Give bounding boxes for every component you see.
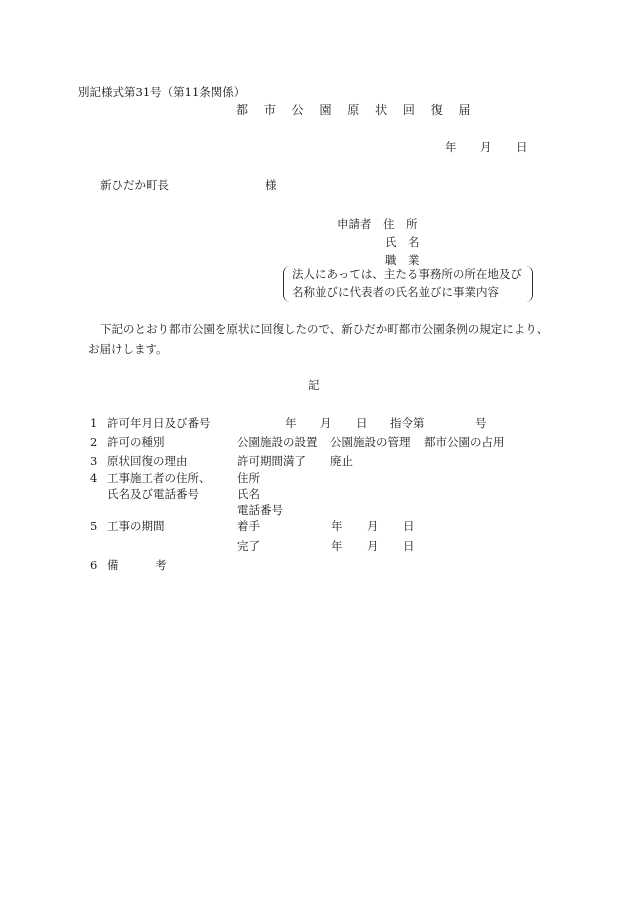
item-3-label: 原状回復の理由 bbox=[107, 454, 188, 468]
item-1-label: 許可年月日及び番号 bbox=[107, 416, 211, 430]
corporate-note-bracket bbox=[283, 266, 533, 302]
corporate-note-line-2: 名称並びに代表者の氏名並びに事業内容 bbox=[292, 285, 499, 299]
date-year-label: 年 bbox=[445, 140, 457, 154]
item-2-option-manage: 公園施設の管理 bbox=[330, 435, 411, 449]
item-5-start-month: 月 bbox=[367, 519, 379, 533]
item-4-number: 4 bbox=[90, 471, 98, 485]
item-5-end-month: 月 bbox=[367, 539, 379, 553]
item-3-option-expiry: 許可期間満了 bbox=[237, 454, 306, 468]
item-4-phone: 電話番号 bbox=[237, 503, 283, 517]
corporate-note-line-1: 法人にあっては、主たる事務所の所在地及び bbox=[292, 267, 522, 281]
item-3-option-abolish: 廃止 bbox=[330, 454, 353, 468]
date-day-label: 日 bbox=[516, 140, 528, 154]
applicant-address-label: 住 所 bbox=[383, 217, 418, 231]
item-1-order-prefix: 指令第 bbox=[390, 416, 425, 430]
item-2-option-install: 公園施設の設置 bbox=[237, 435, 318, 449]
item-1-month: 月 bbox=[320, 416, 332, 430]
item-4-label-line-2: 氏名及び電話番号 bbox=[107, 487, 199, 501]
item-1-number: 1 bbox=[90, 416, 98, 430]
item-5-label: 工事の期間 bbox=[107, 519, 165, 533]
item-5-number: 5 bbox=[90, 519, 98, 533]
ki-heading: 記 bbox=[308, 378, 320, 392]
addressee-honorific: 様 bbox=[265, 178, 277, 192]
item-2-label: 許可の種別 bbox=[107, 435, 165, 449]
item-5-start-label: 着手 bbox=[237, 519, 260, 533]
document-title: 都 市 公 園 原 状 回 復 届 bbox=[236, 103, 477, 117]
item-5-end-label: 完了 bbox=[237, 539, 260, 553]
item-6-label-b: 考 bbox=[155, 558, 167, 572]
item-4-label-line-1: 工事施工者の住所、 bbox=[107, 471, 211, 485]
item-6-number: 6 bbox=[90, 558, 98, 572]
item-6-label-a: 備 bbox=[107, 558, 119, 572]
date-month-label: 月 bbox=[480, 140, 492, 154]
item-1-day: 日 bbox=[356, 416, 368, 430]
item-1-year: 年 bbox=[285, 416, 297, 430]
form-number: 別記様式第31号（第11条関係） bbox=[78, 85, 246, 99]
item-4-address: 住所 bbox=[237, 471, 260, 485]
item-5-end-year: 年 bbox=[331, 539, 343, 553]
body-text-line-2: お届けします。 bbox=[88, 342, 168, 356]
item-5-end-day: 日 bbox=[403, 539, 415, 553]
item-3-number: 3 bbox=[90, 454, 98, 468]
item-5-start-year: 年 bbox=[331, 519, 343, 533]
item-5-start-day: 日 bbox=[403, 519, 415, 533]
applicant-occupation-label: 職 業 bbox=[385, 253, 420, 267]
body-text-line-1: 下記のとおり都市公園を原状に回復したので、新ひだか町都市公園条例の規定により、 bbox=[100, 322, 549, 336]
item-1-order-suffix: 号 bbox=[475, 416, 487, 430]
item-2-number: 2 bbox=[90, 435, 98, 449]
applicant-name-label: 氏 名 bbox=[385, 235, 420, 249]
applicant-label: 申請者 bbox=[337, 217, 372, 231]
addressee-name: 新ひだか町長 bbox=[100, 178, 169, 192]
item-4-name: 氏名 bbox=[237, 487, 260, 501]
item-2-option-occupy: 都市公園の占用 bbox=[424, 435, 505, 449]
